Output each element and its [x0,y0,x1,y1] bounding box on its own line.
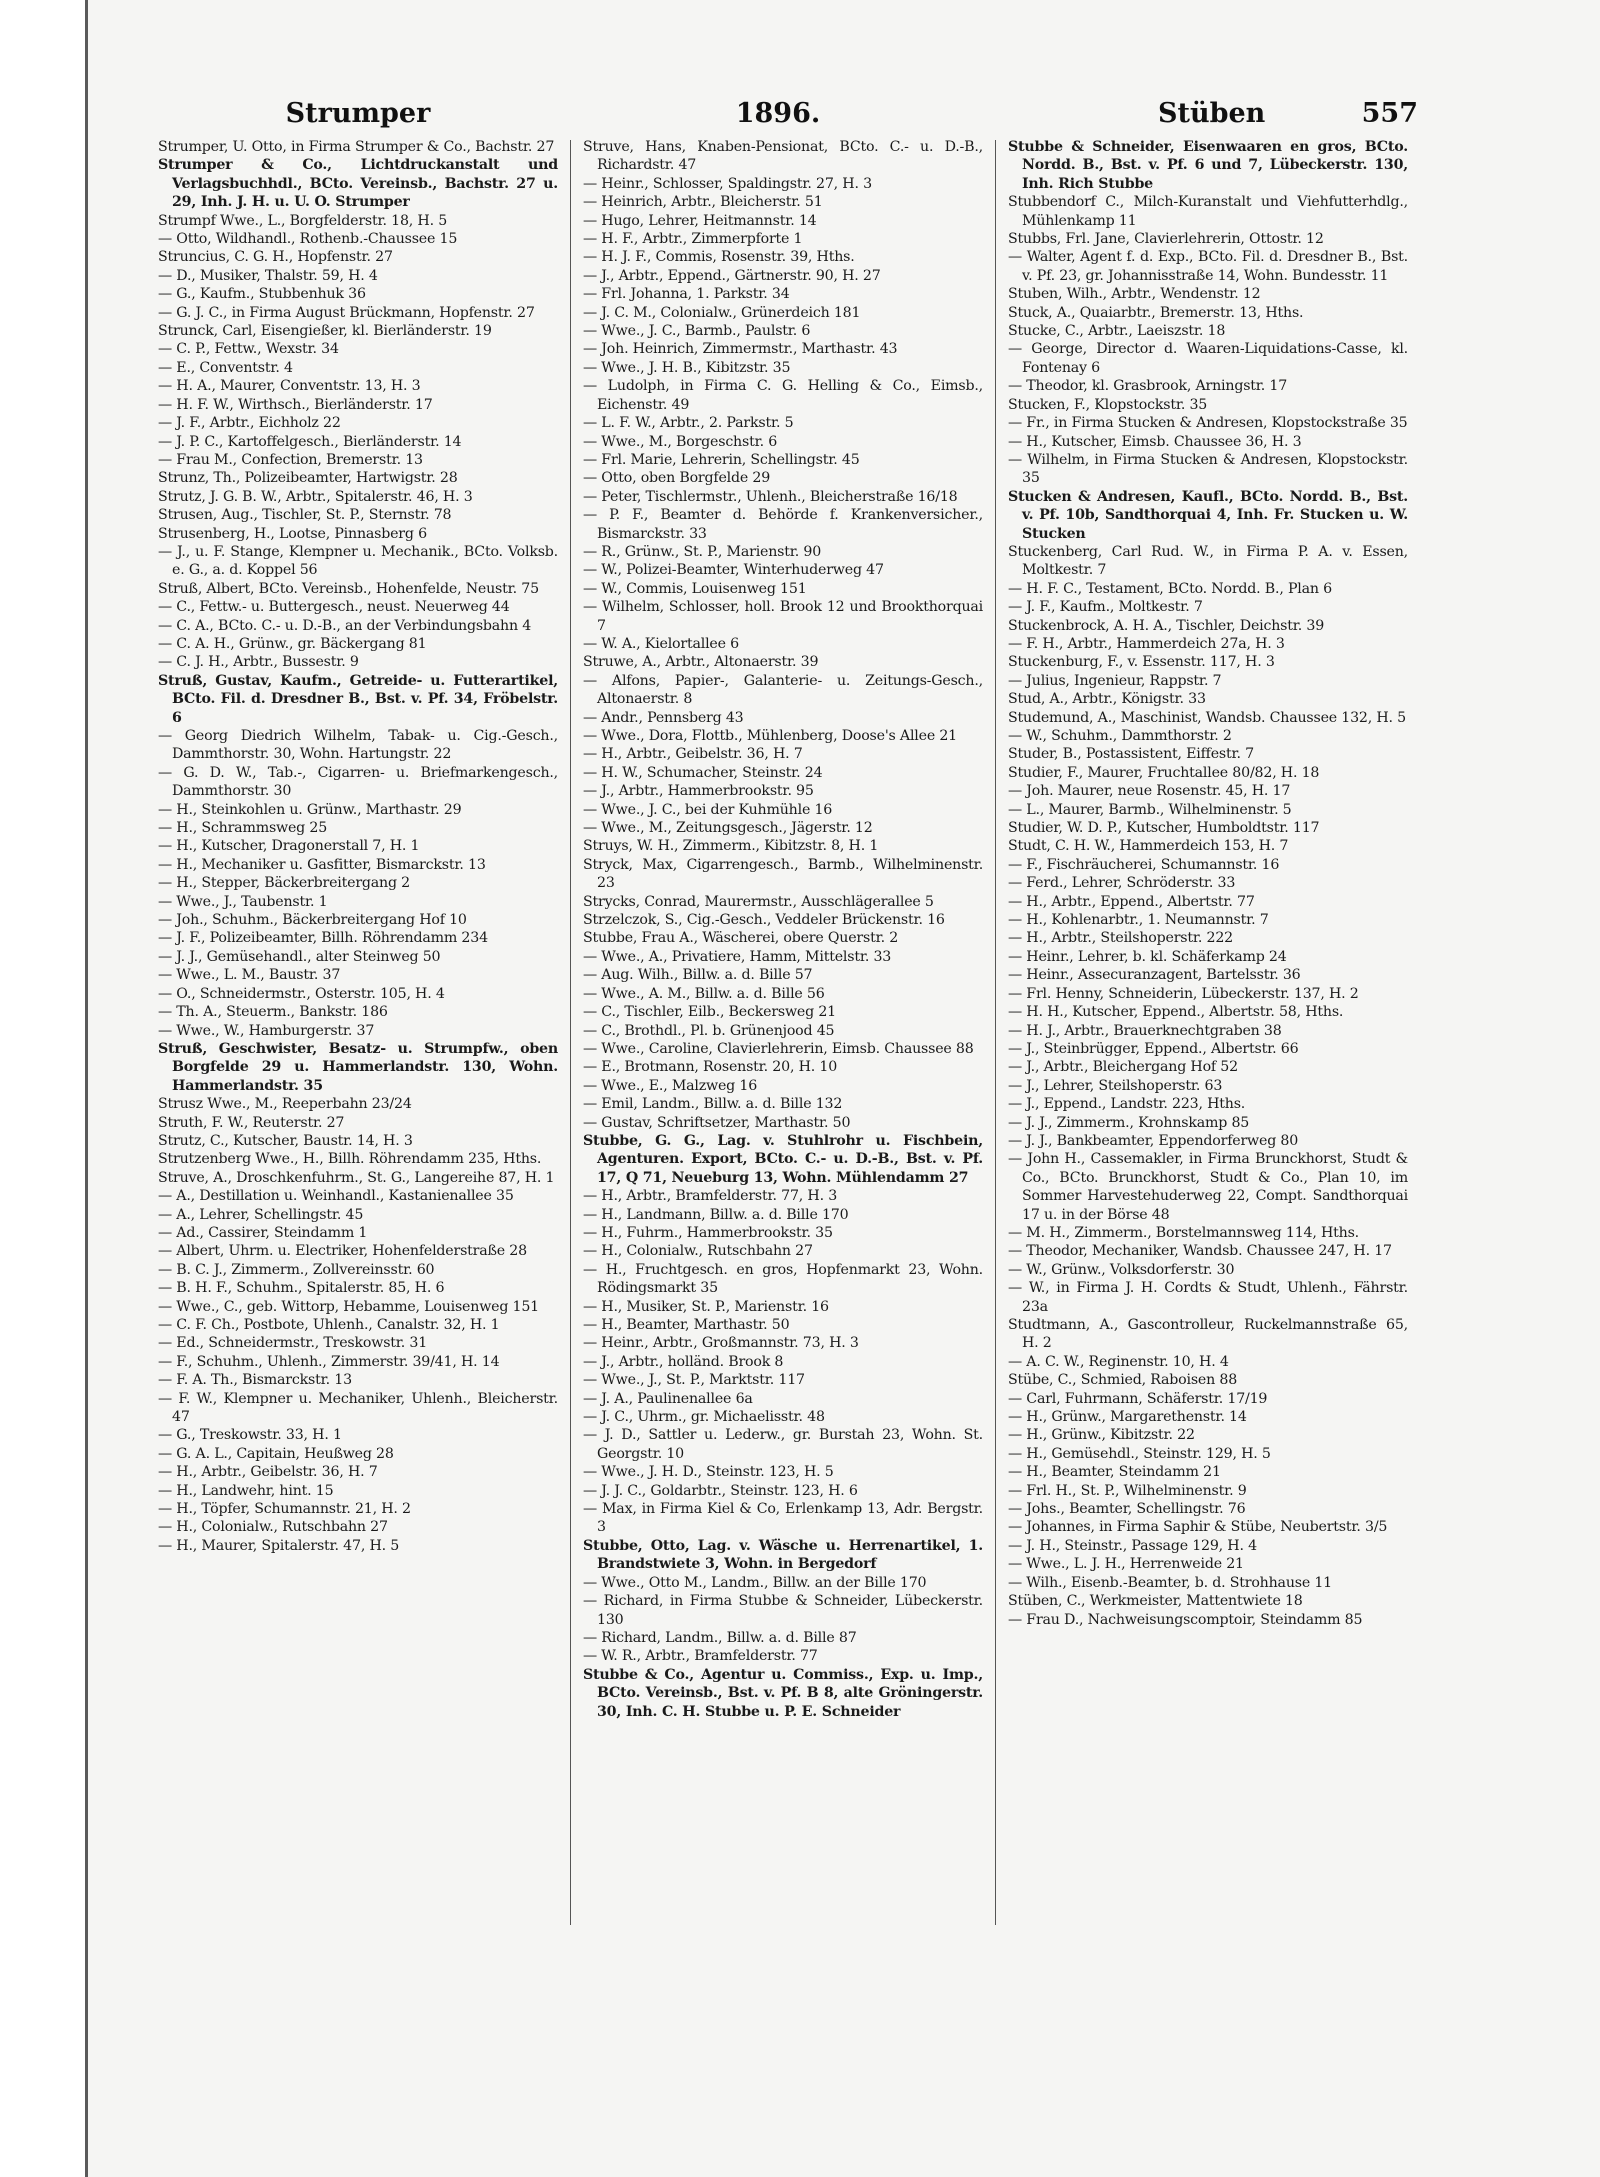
directory-entry: — J., Lehrer, Steilshoperstr. 63 [1008,1077,1223,1094]
directory-entry: — H., Arbtr., Eppend., Albertstr. 77 [1008,893,1255,910]
directory-columns [158,138,1418,1978]
directory-entry: — L., Maurer, Barmb., Wilhelminenstr. 5 [1008,801,1292,818]
directory-entry: — H., Beamter, Marthastr. 50 [583,1317,790,1333]
directory-entry: Strumper & Co., Lichtdruckanstalt und Verlagsbuchhdl., BCto. Vereinsb., Bachstr. 27 u. 29, Inh. J. H. u. U. O. Strumper [158,157,558,211]
directory-entry: — Johs., Beamter, Schellingstr. 76 [1008,1501,1246,1518]
directory-entry: — Heinr., Assecuranzagent, Bartelsstr. 36 [1008,967,1301,984]
directory-entry: — J. J., Gemüsehandl., alter Steinweg 50 [158,948,441,965]
directory-entry: — H., Landwehr, hint. 15 [158,1482,334,1499]
directory-entry: — M. H., Zimmerm., Borstelmannsweg 114, Hths. [1008,1224,1359,1241]
directory-entry: — Peter, Tischlermstr., Uhlenh., Bleicherstraße 16/18 [583,488,958,505]
directory-entry: Struwe, A., Arbtr., Altonaerstr. 39 [583,654,819,671]
directory-entry: Stucke, C., Arbtr., Laeiszstr. 18 [1008,323,1226,340]
directory-entry: — Wwe., C., geb. Wittorp, Hebamme, Louisenweg 151 [158,1298,539,1315]
directory-entry: — H., Arbtr., Steilshoperstr. 222 [1008,930,1233,947]
directory-entry: Stud, A., Arbtr., Königstr. 33 [1008,691,1206,708]
directory-entry: Strzelczok, S., Cig.-Gesch., Veddeler Brückenstr. 16 [583,912,945,929]
directory-entry: — Ferd., Lehrer, Schröderstr. 33 [1008,875,1236,892]
directory-entry: — Julius, Ingenieur, Rappstr. 7 [1008,672,1222,689]
directory-entry: — Gustav, Schriftsetzer, Marthastr. 50 [583,1114,851,1131]
directory-entry: — H. W., Schumacher, Steinstr. 24 [583,764,823,781]
directory-entry: Strumpf Wwe., L., Borgfelderstr. 18, H. 5 [158,212,448,229]
directory-entry: Studtmann, A., Gascontrolleur, Ruckelmannstraße 65, H. 2 [1008,1317,1408,1352]
directory-entry: — Heinr., Lehrer, b. kl. Schäferkamp 24 [1008,948,1287,965]
directory-entry: — Georg Diedrich Wilhelm, Tabak- u. Cig.-Gesch., Dammthorstr. 30, Wohn. Hartungstr. 22 [158,728,558,763]
directory-entry: — G. J. C., in Firma August Brückmann, Hopfenstr. 27 [158,304,535,321]
directory-entry: — J. C. M., Colonialw., Grünerdeich 181 [583,304,861,321]
directory-entry: Stubbe & Schneider, Eisenwaaren en gros, BCto. Nordd. B., Bst. v. Pf. 6 und 7, Lübeckerstr. 130, Inh. Rich Stubbe [1008,139,1408,192]
directory-entry: — J., u. F. Stange, Klempner u. Mechanik., BCto. Volksb. e. G., a. d. Koppel 56 [158,543,558,579]
directory-entry: Struß, Gustav, Kaufm., Getreide- u. Futterartikel, BCto. Fil. d. Dresdner B., Bst. v. Pf. 34, Fröbelstr. 6 [158,672,558,726]
directory-entry: — J. H., Steinstr., Passage 129, H. 4 [1008,1537,1257,1554]
directory-entry: Struß, Albert, BCto. Vereinsb., Hohenfelde, Neustr. 75 [158,580,539,597]
directory-entry: Stubbe & Co., Agentur u. Commiss., Exp. u. Imp., BCto. Vereinsb., Bst. v. Pf. B 8, alte Gröningerstr. 30, Inh. C. H. Stubbe u. P. E. Schneider [583,1666,983,1720]
directory-column-1 [158,138,558,1978]
directory-entry: — Wwe., J., Taubenstr. 1 [158,893,328,910]
directory-entry: Stuben, Wilh., Arbtr., Wendenstr. 12 [1008,286,1261,303]
directory-entry: — Wwe., J. H. B., Kibitzstr. 35 [583,359,791,376]
directory-entry: — C., Brothdl., Pl. b. Grünenjood 45 [583,1022,835,1039]
directory-entry: — C., Tischler, Eilb., Beckersweg 21 [583,1004,836,1021]
directory-entry: — Emil, Landm., Billw. a. d. Bille 132 [583,1096,843,1113]
directory-entry: — Wwe., Dora, Flottb., Mühlenberg, Doose's Allee 21 [583,728,957,744]
directory-entry: Studt, C. H. W., Hammerdeich 153, H. 7 [1008,838,1289,855]
directory-entry: Stüben, C., Werkmeister, Mattentwiete 18 [1008,1593,1303,1610]
directory-entry: — H., Stepper, Bäckerbreitergang 2 [158,875,410,892]
directory-entry: — B. H. F., Schuhm., Spitalerstr. 85, H. 6 [158,1280,445,1297]
directory-entry: — F., Schuhm., Uhlenh., Zimmerstr. 39/41, H. 14 [158,1353,500,1370]
directory-entry: Struß, Geschwister, Besatz- u. Strumpfw., oben Borgfelde 29 u. Hammerlandstr. 130, Wohn. Hammerlandstr. 35 [158,1040,558,1094]
directory-entry: — Wwe., M., Zeitungsgesch., Jägerstr. 12 [583,820,873,837]
directory-entry: — H., Arbtr., Bramfelderstr. 77, H. 3 [583,1188,838,1205]
directory-entry: — Otto, Wildhandl., Rothenb.-Chaussee 15 [158,231,458,248]
directory-entry: — John H., Cassemakler, in Firma Brunckhorst, Studt & Co., BCto. Brunckhorst, Studt & Co., Plan 10, im Sommer Harvestehuderweg 22, Compt. Sandthorquai 17 u. in der Börse 48 [1008,1151,1408,1223]
directory-entry: Stubbs, Frl. Jane, Clavierlehrerin, Ottostr. 12 [1008,231,1324,248]
directory-entry: — Frl. H., St. P., Wilhelminenstr. 9 [1008,1482,1247,1499]
directory-entry: — Aug. Wilh., Billw. a. d. Bille 57 [583,967,813,984]
directory-entry: — R., Grünw., St. P., Marienstr. 90 [583,543,822,560]
directory-entry: — O., Schneidermstr., Osterstr. 105, H. 4 [158,985,445,1002]
directory-entry: — H., Grünw., Kibitzstr. 22 [1008,1427,1195,1444]
directory-entry: — Andr., Pennsberg 43 [583,709,744,726]
directory-entry: — H., Gemüsehdl., Steinstr. 129, H. 5 [1008,1445,1271,1462]
directory-entry: — Ludolph, in Firma C. G. Helling & Co., Eimsb., Eichenstr. 49 [583,378,983,413]
directory-entry: — Joh. Maurer, neue Rosenstr. 45, H. 17 [1008,783,1291,800]
directory-entry: — George, Director d. Waaren-Liquidations-Casse, kl. Fontenay 6 [1008,341,1408,376]
directory-column-3 [1008,138,1408,1978]
directory-entry: Strumper, U. Otto, in Firma Strumper & Co., Bachstr. 27 [158,139,555,155]
directory-entry: — Ed., Schneidermstr., Treskowstr. 31 [158,1335,428,1352]
directory-entry: — Wilhelm, Schlosser, holl. Brook 12 und Brookthorquai 7 [583,599,983,634]
directory-entry: — H., Fruchtgesch. en gros, Hopfenmarkt 23, Wohn. Rödingsmarkt 35 [583,1261,983,1297]
directory-entry: — Theodor, kl. Grasbrook, Arningstr. 17 [1008,378,1288,395]
directory-entry: — W., Grünw., Volksdorferstr. 30 [1008,1261,1235,1278]
directory-entry: — C., Fettw.- u. Buttergesch., neust. Neuerweg 44 [158,599,510,616]
directory-entry: — W., Polizei-Beamter, Winterhuderweg 47 [583,562,884,579]
directory-entry: Strutzenberg Wwe., H., Billh. Röhrendamm 235, Hths. [158,1151,542,1168]
directory-entry: — Wilhelm, in Firma Stucken & Andresen, Klopstockstr. 35 [1008,451,1408,487]
directory-entry: — Carl, Fuhrmann, Schäferstr. 17/19 [1008,1390,1268,1407]
directory-entry: — Albert, Uhrm. u. Electriker, Hohenfelderstraße 28 [158,1243,527,1260]
directory-entry: — C. A., BCto. C.- u. D.-B., an der Verbindungsbahn 4 [158,617,532,634]
directory-entry: — Wwe., Otto M., Landm., Billw. an der Bille 170 [583,1574,927,1591]
directory-entry: Stryck, Max, Cigarrengesch., Barmb., Wilhelminenstr. 23 [583,856,983,892]
directory-entry: — A. C. W., Reginenstr. 10, H. 4 [1008,1353,1229,1370]
directory-entry: — W., Schuhm., Dammthorstr. 2 [1008,728,1232,744]
directory-entry: — C. P., Fettw., Wexstr. 34 [158,341,339,358]
directory-entry: — Wwe., J., St. P., Marktstr. 117 [583,1372,805,1389]
directory-entry: — Wwe., Caroline, Clavierlehrerin, Eimsb. Chaussee 88 [583,1040,974,1057]
directory-entry: — J., Eppend., Landstr. 223, Hths. [1008,1096,1246,1113]
directory-entry: — H., Schrammsweg 25 [158,820,328,837]
directory-entry: — F., Fischräucherei, Schumannstr. 16 [1008,856,1280,873]
directory-entry: — Wwe., M., Borgeschstr. 6 [583,433,778,450]
directory-column-2 [583,138,983,1978]
directory-entry: Stübe, C., Schmied, Raboisen 88 [1008,1372,1238,1389]
directory-entry: — Walter, Agent f. d. Exp., BCto. Fil. d. Dresdner B., Bst. v. Pf. 23, gr. Johannisstraße 14, Wohn. Bundesstr. 11 [1008,249,1408,284]
directory-entry: Studer, B., Postassistent, Eiffestr. 7 [1008,746,1254,763]
directory-entry: — J. P. C., Kartoffelgesch., Bierländerstr. 14 [158,433,462,450]
directory-entry: — P. F., Beamter d. Behörde f. Krankenversicher., Bismarckstr. 33 [583,507,983,542]
directory-entry: — Heinrich, Arbtr., Bleicherstr. 51 [583,194,823,211]
directory-entry: Strusz Wwe., M., Reeperbahn 23/24 [158,1096,412,1113]
directory-entry: — H., Colonialw., Rutschbahn 27 [158,1519,388,1536]
directory-entry: Struys, W. H., Zimmerm., Kibitzstr. 8, H. 1 [583,838,879,855]
directory-entry: — J. J., Bankbeamter, Eppendorferweg 80 [1008,1132,1299,1149]
directory-entry: — Wwe., E., Malzweg 16 [583,1077,758,1094]
directory-entry: Stuckenberg, Carl Rud. W., in Firma P. A. v. Essen, Moltkestr. 7 [1008,543,1408,579]
running-head-year: 1896. [735,98,821,129]
directory-entry: — J., Arbtr., Eppend., Gärtnerstr. 90, H. 27 [583,267,881,284]
directory-entry: — J. F., Polizeibeamter, Billh. Röhrendamm 234 [158,930,488,947]
directory-entry: — H., Kutscher, Eimsb. Chaussee 36, H. 3 [1008,433,1302,450]
directory-entry: — C. J. H., Arbtr., Bussestr. 9 [158,654,359,671]
directory-entry: — J. F., Arbtr., Eichholz 22 [158,415,341,432]
column-divider [570,140,571,1925]
directory-entry: — H. J., Arbtr., Brauerknechtgraben 38 [1008,1022,1282,1039]
directory-entry: Studier, W. D. P., Kutscher, Humboldtstr. 117 [1008,820,1320,837]
directory-entry: Stubbe, G. G., Lag. v. Stuhlrohr u. Fischbein, Agenturen. Export, BCto. C.- u. D.-B., Bst. v. Pf. 17, Q 71, Neueburg 13, Wohn. Mühlendamm 27 [583,1132,983,1186]
directory-entry: Strusen, Aug., Tischler, St. P., Sternstr. 78 [158,507,452,524]
directory-entry: — H., Arbtr., Geibelstr. 36, H. 7 [158,1464,378,1481]
directory-entry: — Fr., in Firma Stucken & Andresen, Klopstockstraße 35 [1008,415,1408,432]
directory-entry: — H., Töpfer, Schumannstr. 21, H. 2 [158,1501,411,1518]
directory-entry: — F. H., Arbtr., Hammerdeich 27a, H. 3 [1008,635,1285,652]
directory-entry: — J., Arbtr., holländ. Brook 8 [583,1353,784,1370]
directory-entry: — Hugo, Lehrer, Heitmannstr. 14 [583,212,817,229]
directory-entry: — H., Fuhrm., Hammerbrookstr. 35 [583,1224,833,1241]
directory-entry: — Wwe., A., Privatiere, Hamm, Mittelstr. 33 [583,948,892,965]
directory-entry: — Richard, in Firma Stubbe & Schneider, Lübeckerstr. 130 [583,1593,983,1628]
directory-entry: — Alfons, Papier-, Galanterie- u. Zeitungs-Gesch., Altonaerstr. 8 [583,672,983,708]
directory-entry: — H., Colonialw., Rutschbahn 27 [583,1243,813,1260]
directory-entry: — F. A. Th., Bismarckstr. 13 [158,1372,352,1389]
directory-entry: — J., Arbtr., Bleichergang Hof 52 [1008,1059,1238,1076]
directory-entry: — G. A. L., Capitain, Heußweg 28 [158,1445,394,1462]
directory-entry: — G. D. W., Tab.-, Cigarren- u. Briefmarkengesch., Dammthorstr. 30 [158,764,558,800]
page-sheet [85,0,1600,2177]
directory-entry: — A., Destillation u. Weinhandl., Kastanienallee 35 [158,1188,514,1205]
directory-entry: — B. C. J., Zimmerm., Zollvereinsstr. 60 [158,1261,435,1278]
directory-entry: Stuck, A., Quaiarbtr., Bremerstr. 13, Hths. [1008,304,1304,321]
directory-entry: — H., Mechaniker u. Gasfitter, Bismarckstr. 13 [158,856,486,873]
directory-entry: — H., Beamter, Steindamm 21 [1008,1464,1221,1481]
directory-entry: — Max, in Firma Kiel & Co, Erlenkamp 13, Adr. Bergstr. 3 [583,1501,983,1536]
directory-entry: — J. A., Paulinenallee 6a [583,1390,753,1407]
directory-entry: — A., Lehrer, Schellingstr. 45 [158,1206,364,1223]
directory-entry: Stucken, F., Klopstockstr. 35 [1008,396,1208,413]
directory-entry: — J. D., Sattler u. Lederw., gr. Burstah 23, Wohn. St. Georgstr. 10 [583,1427,983,1462]
directory-entry: Strutz, J. G. B. W., Arbtr., Spitalerstr. 46, H. 3 [158,488,473,505]
directory-entry: — H., Kutscher, Dragonerstall 7, H. 1 [158,838,420,855]
directory-entry: — D., Musiker, Thalstr. 59, H. 4 [158,267,378,284]
directory-entry: — H. J. F., Commis, Rosenstr. 39, Hths. [583,249,855,266]
directory-entry: Strycks, Conrad, Maurermstr., Ausschlägerallee 5 [583,893,934,910]
directory-entry: — Th. A., Steuerm., Bankstr. 186 [158,1004,388,1021]
directory-entry: — Joh., Schuhm., Bäckerbreitergang Hof 10 [158,912,467,929]
page-header [158,98,1418,138]
directory-entry: — Frl. Henny, Schneiderin, Lübeckerstr. 137, H. 2 [1008,985,1359,1002]
directory-entry: — Frau D., Nachweisungscomptoir, Steindamm 85 [1008,1611,1363,1628]
directory-entry: — Frau M., Confection, Bremerstr. 13 [158,451,423,468]
directory-entry: — W. A., Kielortallee 6 [583,635,739,652]
directory-entry: — H. A., Maurer, Conventstr. 13, H. 3 [158,378,421,395]
directory-entry: — Frl. Johanna, 1. Parkstr. 34 [583,286,790,303]
directory-entry: Studemund, A., Maschinist, Wandsb. Chaussee 132, H. 5 [1008,709,1406,726]
page-number: 557 [1361,98,1418,129]
directory-entry: Stubbe, Otto, Lag. v. Wäsche u. Herrenartikel, 1. Brandstwiete 3, Wohn. in Bergedorf [583,1537,983,1573]
directory-entry: — H. F., Arbtr., Zimmerpforte 1 [583,231,803,248]
directory-entry: — G., Treskowstr. 33, H. 1 [158,1427,342,1444]
directory-entry: — Richard, Landm., Billw. a. d. Bille 87 [583,1629,857,1646]
directory-entry: — Wwe., W., Hamburgerstr. 37 [158,1022,375,1039]
directory-entry: — H. F. W., Wirthsch., Bierländerstr. 17 [158,396,433,413]
directory-entry: — C. F. Ch., Postbote, Uhlenh., Canalstr. 32, H. 1 [158,1317,500,1333]
running-head-right: Stüben [1158,98,1266,129]
directory-entry: — H. F. C., Testament, BCto. Nordd. B., Plan 6 [1008,580,1332,597]
directory-entry: Strutz, C., Kutscher, Baustr. 14, H. 3 [158,1132,413,1149]
directory-entry: — H., Steinkohlen u. Grünw., Marthastr. 29 [158,801,462,818]
directory-entry: — H., Grünw., Margarethenstr. 14 [1008,1409,1247,1426]
directory-entry: Stuckenbrock, A. H. A., Tischler, Deichstr. 39 [1008,617,1325,634]
directory-entry: Strunck, Carl, Eisengießer, kl. Bierländerstr. 19 [158,323,492,340]
directory-entry: — Wwe., L. J. H., Herrenweide 21 [1008,1556,1244,1573]
directory-entry: — J. F., Kaufm., Moltkestr. 7 [1008,599,1203,616]
directory-entry: — Johannes, in Firma Saphir & Stübe, Neubertstr. 3/5 [1008,1519,1388,1536]
directory-entry: — Wwe., A. M., Billw. a. d. Bille 56 [583,985,825,1002]
directory-entry: — J., Steinbrügger, Eppend., Albertstr. 66 [1008,1040,1299,1057]
directory-entry: — H., Arbtr., Geibelstr. 36, H. 7 [583,746,803,763]
directory-entry: — E., Conventstr. 4 [158,359,293,376]
directory-entry: Struth, F. W., Reuterstr. 27 [158,1114,345,1131]
directory-entry: Stuckenburg, F., v. Essenstr. 117, H. 3 [1008,654,1275,671]
directory-entry: — Wwe., L. M., Baustr. 37 [158,967,341,984]
directory-entry: — Wwe., J. C., Barmb., Paulstr. 6 [583,323,811,340]
directory-entry: Strunz, Th., Polizeibeamter, Hartwigstr. 28 [158,470,458,487]
directory-entry: — H., Musiker, St. P., Marienstr. 16 [583,1298,829,1315]
directory-entry: — Joh. Heinrich, Zimmermstr., Marthastr. 43 [583,341,898,358]
directory-entry: — Wilh., Eisenb.-Beamter, b. d. Strohhause 11 [1008,1574,1332,1591]
directory-entry: — Theodor, Mechaniker, Wandsb. Chaussee 247, H. 17 [1008,1243,1392,1260]
running-head-left: Strumper [285,98,431,129]
directory-entry: — J., Arbtr., Hammerbrookstr. 95 [583,783,814,800]
directory-entry: — W., Commis, Louisenweg 151 [583,580,807,597]
directory-entry: — G., Kaufm., Stubbenhuk 36 [158,286,366,303]
directory-entry: — W., in Firma J. H. Cordts & Studt, Uhlenh., Fährstr. 23a [1008,1280,1408,1315]
directory-entry: — W. R., Arbtr., Bramfelderstr. 77 [583,1648,818,1665]
directory-entry: — C. A. H., Grünw., gr. Bäckergang 81 [158,635,427,652]
directory-entry: — H., Landmann, Billw. a. d. Bille 170 [583,1206,849,1223]
directory-entry: — Heinr., Arbtr., Großmannstr. 73, H. 3 [583,1335,859,1352]
directory-entry: — H. H., Kutscher, Eppend., Albertstr. 58, Hths. [1008,1004,1344,1021]
directory-entry: Studier, F., Maurer, Fruchtallee 80/82, H. 18 [1008,764,1320,781]
directory-entry: — E., Brotmann, Rosenstr. 20, H. 10 [583,1059,838,1076]
directory-entry: — Wwe., J. H. D., Steinstr. 123, H. 5 [583,1464,834,1481]
column-divider [995,140,996,1925]
directory-entry: — Frl. Marie, Lehrerin, Schellingstr. 45 [583,451,860,468]
directory-entry: Struve, A., Droschkenfuhrm., St. G., Langereihe 87, H. 1 [158,1169,555,1186]
directory-entry: — J. J., Zimmerm., Krohnskamp 85 [1008,1114,1250,1131]
directory-entry: — Otto, oben Borgfelde 29 [583,470,771,487]
directory-entry: Stubbe, Frau A., Wäscherei, obere Querstr. 2 [583,930,899,947]
directory-entry: Stucken & Andresen, Kaufl., BCto. Nordd. B., Bst. v. Pf. 10b, Sandthorquai 4, Inh. Fr. Stucken u. W. Stucken [1008,488,1408,542]
directory-entry: Strusenberg, H., Lootse, Pinnasberg 6 [158,525,427,542]
directory-entry: Stubbendorf C., Milch-Kuranstalt und Viehfutterhdlg., Mühlenkamp 11 [1008,194,1408,229]
directory-entry: Struncius, C. G. H., Hopfenstr. 27 [158,249,393,266]
directory-entry: Struve, Hans, Knaben-Pensionat, BCto. C.- u. D.-B., Richardstr. 47 [583,139,983,174]
directory-entry: — H., Kohlenarbtr., 1. Neumannstr. 7 [1008,912,1269,929]
directory-entry: — Wwe., J. C., bei der Kuhmühle 16 [583,801,833,818]
directory-entry: — J. C., Uhrm., gr. Michaelisstr. 48 [583,1409,825,1426]
directory-entry: — Ad., Cassirer, Steindamm 1 [158,1224,368,1241]
directory-entry: — H., Maurer, Spitalerstr. 47, H. 5 [158,1537,400,1554]
directory-entry: — L. F. W., Arbtr., 2. Parkstr. 5 [583,415,794,432]
directory-entry: — J. J. C., Goldarbtr., Steinstr. 123, H. 6 [583,1482,858,1499]
directory-entry: — F. W., Klempner u. Mechaniker, Uhlenh., Bleicherstr. 47 [158,1390,558,1426]
directory-entry: — Heinr., Schlosser, Spaldingstr. 27, H. 3 [583,175,872,192]
